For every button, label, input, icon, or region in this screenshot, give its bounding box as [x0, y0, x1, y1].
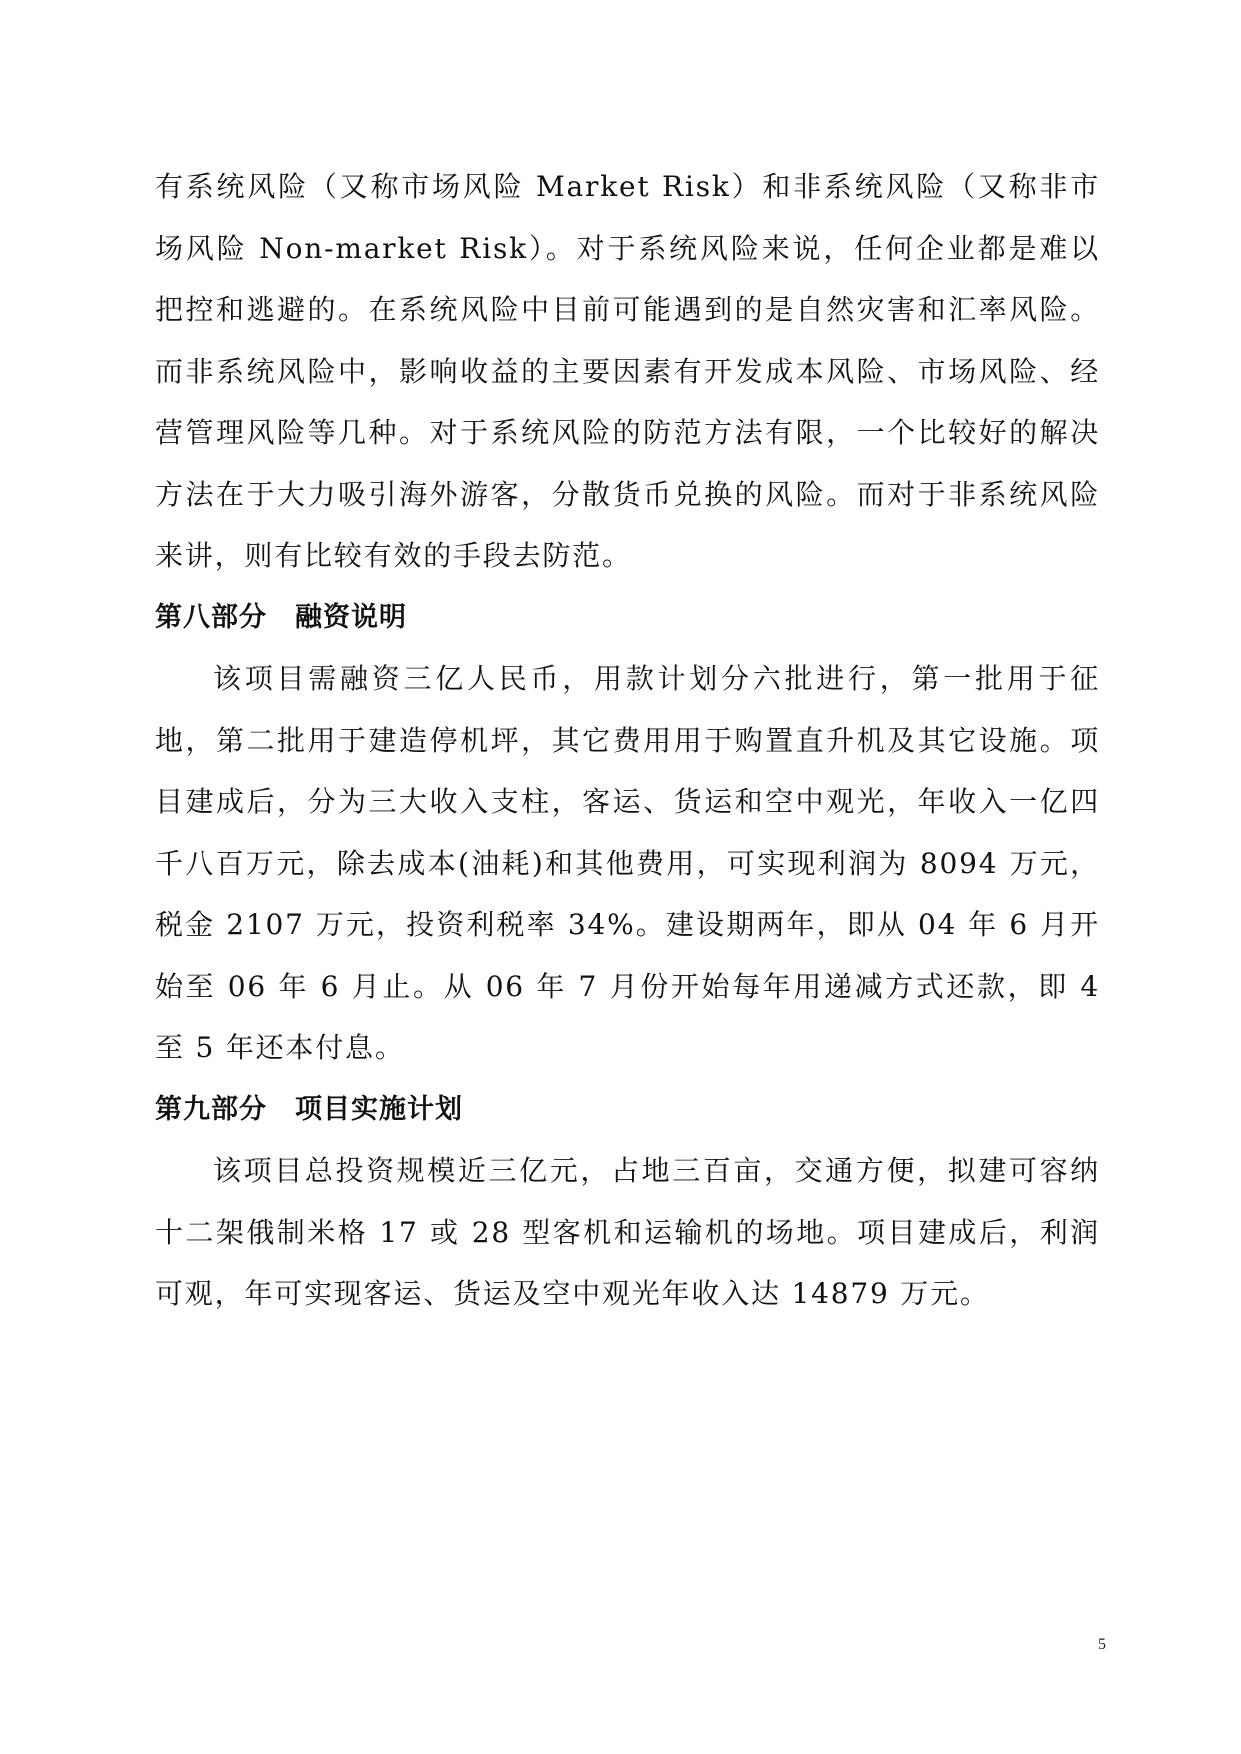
page-number: 5 — [1098, 1636, 1106, 1653]
section-heading-implementation: 第九部分 项目实施计划 — [155, 1093, 463, 1125]
risk-paragraph: 有系统风险（又称市场风险 Market Risk）和非系统风险（又称非市场风险 Non-market Risk）。对于系统风险来说，任何企业都是难以把控和逃避的。在系统风险中目前可能遇到的是自然灾害和汇率风险。而非系统风险中，影响收益的主要因素有开发成本风险、市场风险、经营管理风险等几种。对于系统风险的防范方法有限，一个比较好的解决方法在于大力吸引海外游客，分散货币兑换的风险。而对于非系统风险来讲，则有比较有效的手段去防范。 — [155, 170, 1100, 572]
page-content — [155, 156, 1100, 1325]
implementation-paragraph: 该项目总投资规模近三亿元，占地三百亩，交通方便，拟建可容纳十二架俄制米格 17 或 28 型客机和运输机的场地。项目建成后，利润可观，年可实现客运、货运及空中观光年收入达 14879 万元。 — [155, 1154, 1100, 1310]
financing-paragraph: 该项目需融资三亿人民币，用款计划分六批进行，第一批用于征地，第二批用于建造停机坪，其它费用用于购置直升机及其它设施。项目建成后，分为三大收入支柱，客运、货运和空中观光，年收入一亿四千八百万元，除去成本(油耗)和其他费用，可实现利润为 8094 万元，税金 2107 万元，投资利税率 34%。建设期两年，即从 04 年 6 月开始至 06 年 6 月止。从 06 年 7 月份开始每年用递减方式还款，即 4 至 5 年还本付息。 — [155, 662, 1100, 1064]
section-heading-financing: 第八部分 融资说明 — [155, 601, 407, 633]
